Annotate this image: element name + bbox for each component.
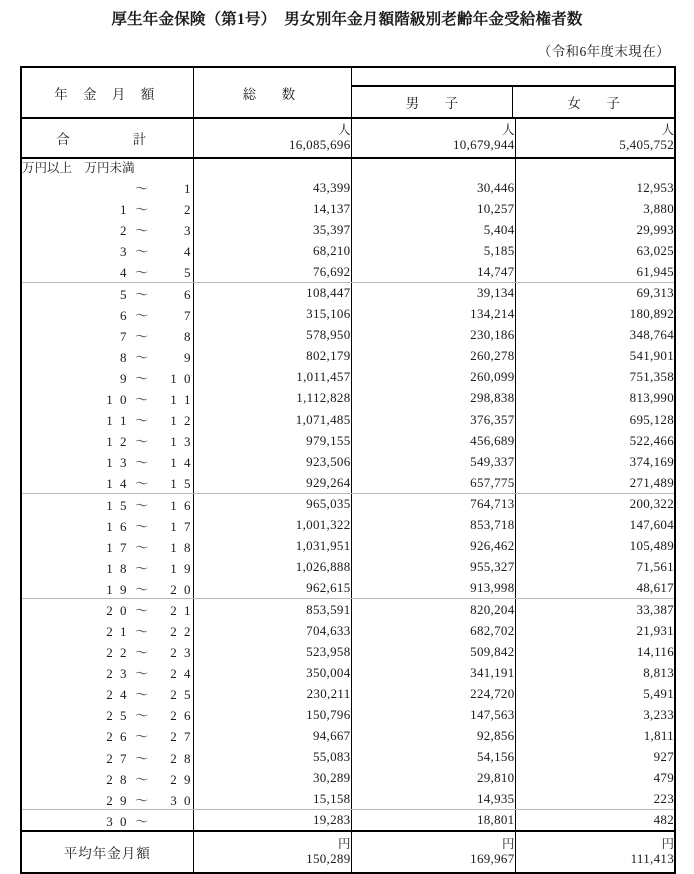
table-row <box>21 810 675 831</box>
range-from: 1 4 <box>106 476 129 492</box>
row-range-label <box>21 304 193 325</box>
row-total-value: 150,796 <box>193 704 351 725</box>
range-from: 1 <box>120 202 129 218</box>
table-row <box>21 641 675 662</box>
range-to: 1 0 <box>170 370 193 386</box>
table-row <box>21 430 675 451</box>
table-row <box>21 789 675 810</box>
range-tilde: ～ <box>134 244 148 260</box>
range-from: 2 2 <box>106 645 129 661</box>
range-from: 3 0 <box>106 813 129 829</box>
row-male-value: 926,462 <box>351 536 515 557</box>
row-range-label <box>21 430 193 451</box>
range-from: 2 0 <box>106 603 129 619</box>
row-female-value: 147,604 <box>515 515 675 536</box>
range-tilde: ～ <box>134 708 148 724</box>
range-to: 2 <box>184 202 193 218</box>
average-total-number: 150,289 <box>306 850 351 866</box>
range-from: 2 3 <box>106 666 129 682</box>
row-range-label <box>21 725 193 746</box>
range-tilde: ～ <box>134 666 148 682</box>
table-row <box>21 662 675 683</box>
row-female-value: 29,993 <box>515 219 675 240</box>
row-range-label <box>21 704 193 725</box>
range-from: 5 <box>120 286 129 302</box>
table-row <box>21 367 675 388</box>
range-to: 2 3 <box>170 645 193 661</box>
row-total-value: 108,447 <box>193 282 351 303</box>
row-total-value: 14,137 <box>193 198 351 219</box>
range-tilde: ～ <box>134 349 148 365</box>
row-female-value: 5,491 <box>515 683 675 704</box>
row-female-value: 33,387 <box>515 599 675 620</box>
row-total-value: 350,004 <box>193 662 351 683</box>
row-total-value: 230,211 <box>193 683 351 704</box>
row-male-value: 30,446 <box>351 177 515 198</box>
row-total-value: 523,958 <box>193 641 351 662</box>
row-male-value: 820,204 <box>351 599 515 620</box>
row-female-value: 71,561 <box>515 557 675 578</box>
row-male-value: 341,191 <box>351 662 515 683</box>
range-from: 1 2 <box>106 434 129 450</box>
range-to: 1 9 <box>170 560 193 576</box>
row-male-value: 549,337 <box>351 451 515 472</box>
table-row <box>21 282 675 303</box>
range-to: 1 5 <box>170 476 193 492</box>
row-range-label <box>21 325 193 346</box>
as-of-note: （令和6年度末現在） <box>537 43 670 59</box>
table-row <box>21 747 675 768</box>
unit-yen-female: 円 <box>661 837 674 852</box>
table-row <box>21 219 675 240</box>
range-tilde: ～ <box>134 286 148 302</box>
row-male-value: 853,718 <box>351 515 515 536</box>
range-tilde: ～ <box>134 181 148 197</box>
row-range-label <box>21 536 193 557</box>
table-row <box>21 388 675 409</box>
row-range-label <box>21 409 193 430</box>
row-range-label <box>21 662 193 683</box>
average-male-number: 169,967 <box>470 850 515 866</box>
row-male-value: 39,134 <box>351 282 515 303</box>
range-tilde: ～ <box>134 645 148 661</box>
row-male-value: 509,842 <box>351 641 515 662</box>
column-header-female: 女 子 <box>513 86 674 117</box>
table-row <box>21 768 675 789</box>
row-range-label <box>21 578 193 599</box>
row-male-value: 10,257 <box>351 198 515 219</box>
row-male-value: 14,935 <box>351 789 515 810</box>
range-tilde: ～ <box>134 729 148 745</box>
range-caption-lower: 万円以上 <box>22 160 73 175</box>
range-to: 1 8 <box>170 539 193 555</box>
row-male-value: 54,156 <box>351 747 515 768</box>
summary-female-value <box>515 118 675 158</box>
row-total-value: 1,071,485 <box>193 409 351 430</box>
row-male-value: 5,185 <box>351 240 515 261</box>
row-range-label <box>21 472 193 493</box>
row-male-value: 376,357 <box>351 409 515 430</box>
row-total-value: 962,615 <box>193 578 351 599</box>
row-total-value: 578,950 <box>193 325 351 346</box>
column-header-male: 男 子 <box>352 86 513 117</box>
row-total-value: 35,397 <box>193 219 351 240</box>
row-male-value: 260,278 <box>351 346 515 367</box>
table-row <box>21 198 675 219</box>
row-range-label <box>21 747 193 768</box>
range-caption-label <box>21 158 193 177</box>
average-total-value <box>193 831 351 873</box>
range-tilde: ～ <box>134 434 148 450</box>
range-to: 2 2 <box>170 624 193 640</box>
unit-yen-total: 円 <box>337 837 351 852</box>
row-total-value: 1,011,457 <box>193 367 351 388</box>
row-total-value: 923,506 <box>193 451 351 472</box>
range-tilde: ～ <box>134 750 148 766</box>
unit-people-male: 人 <box>501 123 515 138</box>
table-header-row <box>21 67 675 118</box>
row-range-label <box>21 557 193 578</box>
range-tilde: ～ <box>134 476 148 492</box>
range-tilde: ～ <box>134 581 148 597</box>
summary-total-value <box>193 118 351 158</box>
range-to: 2 6 <box>170 708 193 724</box>
row-total-value: 315,106 <box>193 304 351 325</box>
unit-yen-male: 円 <box>501 837 515 852</box>
range-tilde: ～ <box>134 265 148 281</box>
range-to: 4 <box>184 244 193 260</box>
row-range-label <box>21 219 193 240</box>
row-range-label <box>21 683 193 704</box>
range-from: 2 9 <box>106 792 129 808</box>
range-tilde: ～ <box>134 455 148 471</box>
row-male-value: 230,186 <box>351 325 515 346</box>
range-to: 1 3 <box>170 434 193 450</box>
row-range-label <box>21 367 193 388</box>
average-label: 平均年金月額 <box>21 831 193 873</box>
unit-people-total: 人 <box>337 123 351 138</box>
row-range-label <box>21 493 193 514</box>
row-male-value: 764,713 <box>351 493 515 514</box>
range-to: 3 0 <box>170 792 193 808</box>
range-from: 8 <box>120 349 129 365</box>
row-total-value: 1,026,888 <box>193 557 351 578</box>
row-female-value: 14,116 <box>515 641 675 662</box>
table-row <box>21 557 675 578</box>
row-total-value: 19,283 <box>193 810 351 831</box>
range-caption-total-blank <box>193 158 351 177</box>
page-title: 厚生年金保険（第1号） 男女別年金月額階級別老齢年金受給権者数 <box>111 11 583 28</box>
table-row <box>21 683 675 704</box>
row-male-value: 147,563 <box>351 704 515 725</box>
row-female-value: 3,233 <box>515 704 675 725</box>
table-row <box>21 704 675 725</box>
range-to: 2 4 <box>170 666 193 682</box>
range-tilde: ～ <box>134 813 148 829</box>
range-tilde: ～ <box>134 202 148 218</box>
range-from: 1 3 <box>106 455 129 471</box>
average-female-number: 111,413 <box>630 850 674 866</box>
table-body <box>21 67 675 873</box>
summary-male-number: 10,679,944 <box>453 136 515 152</box>
average-male-value <box>351 831 515 873</box>
average-pension-row <box>21 831 675 873</box>
gender-subheader-table <box>352 85 675 117</box>
row-female-value: 813,990 <box>515 388 675 409</box>
range-to: 1 6 <box>170 497 193 513</box>
row-male-value: 18,801 <box>351 810 515 831</box>
statistics-table-container <box>20 66 674 874</box>
row-range-label <box>21 198 193 219</box>
table-row <box>21 599 675 620</box>
table-row <box>21 304 675 325</box>
row-total-value: 1,001,322 <box>193 515 351 536</box>
range-tilde: ～ <box>134 307 148 323</box>
row-male-value: 456,689 <box>351 430 515 451</box>
range-tilde: ～ <box>134 391 148 407</box>
header-spacer-band <box>352 68 675 85</box>
row-range-label <box>21 599 193 620</box>
row-male-value: 224,720 <box>351 683 515 704</box>
row-female-value: 374,169 <box>515 451 675 472</box>
row-female-value: 479 <box>515 768 675 789</box>
row-female-value: 200,322 <box>515 493 675 514</box>
range-to: 6 <box>184 286 193 302</box>
table-row <box>21 493 675 514</box>
table-row <box>21 240 675 261</box>
range-to: 2 0 <box>170 581 193 597</box>
row-female-value: 695,128 <box>515 409 675 430</box>
row-range-label <box>21 768 193 789</box>
range-from: 1 8 <box>106 560 129 576</box>
row-range-label <box>21 240 193 261</box>
row-male-value: 657,775 <box>351 472 515 493</box>
range-tilde: ～ <box>134 539 148 555</box>
range-to: 1 1 <box>170 391 193 407</box>
row-range-label <box>21 620 193 641</box>
range-caption-male-blank <box>351 158 515 177</box>
range-from: 2 <box>120 223 129 239</box>
row-total-value: 929,264 <box>193 472 351 493</box>
range-to: 1 <box>184 181 193 197</box>
range-from: 2 7 <box>106 750 129 766</box>
gender-header-group <box>351 67 675 118</box>
row-female-value: 1,811 <box>515 725 675 746</box>
row-male-value: 29,810 <box>351 768 515 789</box>
row-female-value: 3,880 <box>515 198 675 219</box>
range-from: 7 <box>120 328 129 344</box>
row-total-value: 979,155 <box>193 430 351 451</box>
row-male-value: 682,702 <box>351 620 515 641</box>
range-to: 3 <box>184 223 193 239</box>
table-row <box>21 177 675 198</box>
range-tilde: ～ <box>134 603 148 619</box>
range-tilde: ～ <box>134 328 148 344</box>
row-range-label <box>21 177 193 198</box>
row-total-value: 1,031,951 <box>193 536 351 557</box>
row-total-value: 704,633 <box>193 620 351 641</box>
row-total-value: 43,399 <box>193 177 351 198</box>
range-from: 2 4 <box>106 687 129 703</box>
range-caption-female-blank <box>515 158 675 177</box>
range-from: 1 1 <box>106 413 129 429</box>
range-to: 1 2 <box>170 413 193 429</box>
summary-male-value <box>351 118 515 158</box>
range-to: 2 8 <box>170 750 193 766</box>
range-from: 2 5 <box>106 708 129 724</box>
row-female-value: 8,813 <box>515 662 675 683</box>
pension-statistics-table <box>20 66 676 874</box>
range-to: 7 <box>184 307 193 323</box>
row-female-value: 223 <box>515 789 675 810</box>
row-range-label <box>21 515 193 536</box>
row-total-value: 30,289 <box>193 768 351 789</box>
range-from: 6 <box>120 307 129 323</box>
range-to: 1 4 <box>170 455 193 471</box>
range-from: 2 8 <box>106 771 129 787</box>
range-from: 2 6 <box>106 729 129 745</box>
range-tilde: ～ <box>134 223 148 239</box>
row-male-value: 5,404 <box>351 219 515 240</box>
range-caption-row <box>21 158 675 177</box>
range-to: 2 7 <box>170 729 193 745</box>
row-total-value: 1,112,828 <box>193 388 351 409</box>
row-range-label <box>21 789 193 810</box>
column-header-total: 総 数 <box>193 67 351 118</box>
range-caption-upper: 万円未満 <box>84 160 135 175</box>
summary-total-number: 16,085,696 <box>289 136 351 152</box>
summary-label: 合 計 <box>21 118 193 158</box>
column-header-category: 年 金 月 額 <box>21 67 193 118</box>
row-male-value: 913,998 <box>351 578 515 599</box>
row-total-value: 76,692 <box>193 261 351 282</box>
row-female-value: 927 <box>515 747 675 768</box>
range-from: 1 5 <box>106 497 129 513</box>
range-from: 9 <box>120 370 129 386</box>
table-row <box>21 725 675 746</box>
summary-female-number: 5,405,752 <box>619 136 674 152</box>
row-range-label <box>21 346 193 367</box>
range-to: 2 9 <box>170 771 193 787</box>
table-row <box>21 409 675 430</box>
unit-people-female: 人 <box>661 123 674 138</box>
range-tilde: ～ <box>134 624 148 640</box>
row-male-value: 260,099 <box>351 367 515 388</box>
row-female-value: 482 <box>515 810 675 831</box>
row-range-label <box>21 261 193 282</box>
row-female-value: 180,892 <box>515 304 675 325</box>
row-range-label <box>21 810 193 831</box>
range-to: 2 5 <box>170 687 193 703</box>
summary-total-row <box>21 118 675 158</box>
range-from: 1 6 <box>106 518 129 534</box>
range-tilde: ～ <box>134 370 148 386</box>
row-male-value: 298,838 <box>351 388 515 409</box>
range-from: 1 0 <box>106 391 129 407</box>
range-tilde: ～ <box>134 413 148 429</box>
row-female-value: 105,489 <box>515 536 675 557</box>
row-female-value: 522,466 <box>515 430 675 451</box>
range-from: 1 9 <box>106 581 129 597</box>
row-female-value: 48,617 <box>515 578 675 599</box>
row-male-value: 14,747 <box>351 261 515 282</box>
range-from: 2 1 <box>106 624 129 640</box>
range-tilde: ～ <box>134 771 148 787</box>
table-row <box>21 536 675 557</box>
table-row <box>21 346 675 367</box>
range-from: 3 <box>120 244 129 260</box>
row-female-value: 69,313 <box>515 282 675 303</box>
range-to: 5 <box>184 265 193 281</box>
row-total-value: 802,179 <box>193 346 351 367</box>
row-male-value: 92,856 <box>351 725 515 746</box>
range-to: 8 <box>184 328 193 344</box>
row-female-value: 751,358 <box>515 367 675 388</box>
gender-subheader-row <box>352 86 675 117</box>
row-male-value: 955,327 <box>351 557 515 578</box>
range-tilde: ～ <box>134 518 148 534</box>
table-row <box>21 261 675 282</box>
average-female-value <box>515 831 675 873</box>
row-total-value: 55,083 <box>193 747 351 768</box>
row-total-value: 68,210 <box>193 240 351 261</box>
table-row <box>21 325 675 346</box>
row-total-value: 853,591 <box>193 599 351 620</box>
row-range-label <box>21 641 193 662</box>
row-total-value: 965,035 <box>193 493 351 514</box>
table-row <box>21 472 675 493</box>
row-female-value: 12,953 <box>515 177 675 198</box>
row-range-label <box>21 282 193 303</box>
range-tilde: ～ <box>134 497 148 513</box>
range-tilde: ～ <box>134 687 148 703</box>
row-female-value: 348,764 <box>515 325 675 346</box>
row-male-value: 134,214 <box>351 304 515 325</box>
row-female-value: 61,945 <box>515 261 675 282</box>
table-row <box>21 451 675 472</box>
table-row <box>21 620 675 641</box>
row-female-value: 21,931 <box>515 620 675 641</box>
table-row <box>21 578 675 599</box>
range-to: 9 <box>184 349 193 365</box>
range-from: 1 7 <box>106 539 129 555</box>
range-tilde: ～ <box>134 560 148 576</box>
row-range-label <box>21 388 193 409</box>
row-female-value: 541,901 <box>515 346 675 367</box>
row-total-value: 94,667 <box>193 725 351 746</box>
range-tilde: ～ <box>134 792 148 808</box>
range-to: 1 7 <box>170 518 193 534</box>
range-from: 4 <box>120 265 129 281</box>
row-female-value: 63,025 <box>515 240 675 261</box>
table-row <box>21 515 675 536</box>
row-female-value: 271,489 <box>515 472 675 493</box>
range-to: 2 1 <box>170 603 193 619</box>
row-range-label <box>21 451 193 472</box>
row-total-value: 15,158 <box>193 789 351 810</box>
